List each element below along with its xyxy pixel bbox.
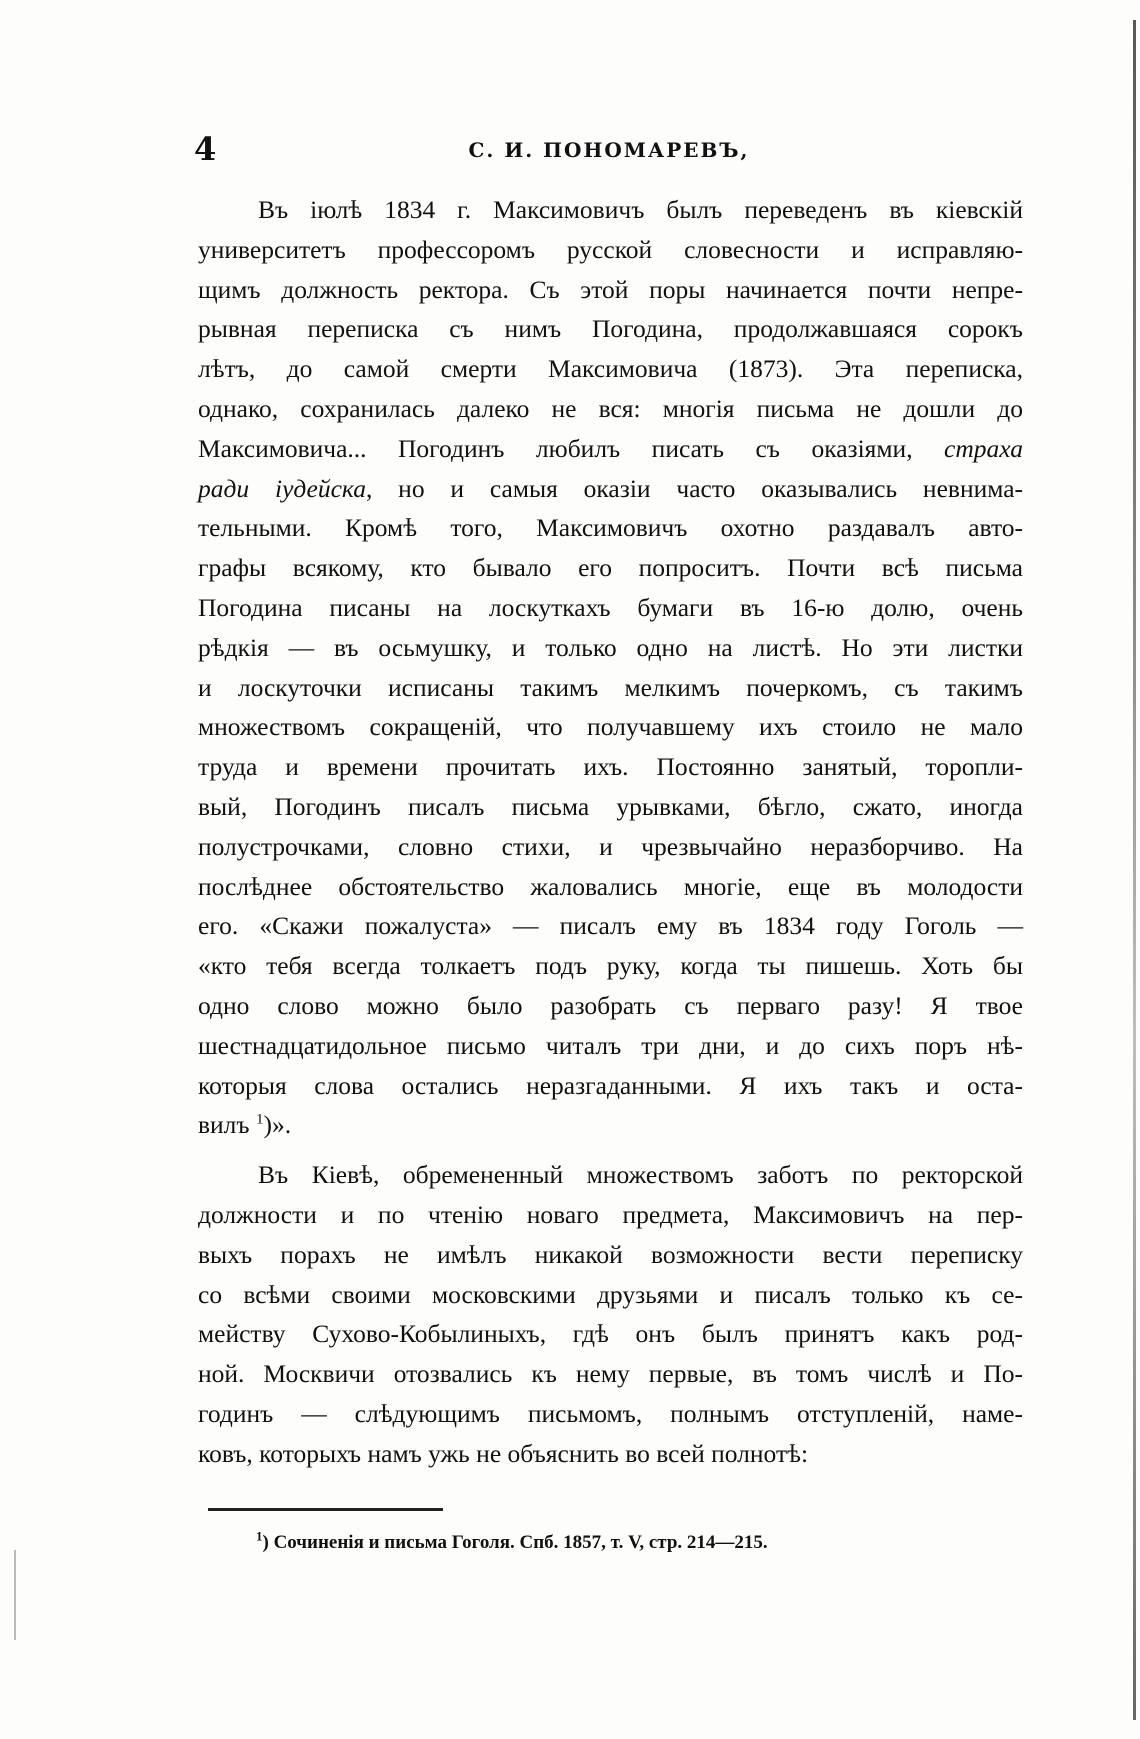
text-line: и лоскуточки исписаны такимъ мелкимъ почеркомъ, съ такимъ bbox=[198, 672, 1023, 702]
text-line: «кто тебя всегда толкаетъ подъ руку, когда ты пишешь. Хоть бы bbox=[198, 951, 1023, 981]
text-line: мейству Сухово-Кобылиныхъ, гдѣ онъ былъ принятъ какъ род- bbox=[198, 1319, 1023, 1349]
paragraph-gap bbox=[198, 1145, 1023, 1155]
scan-margin-mark bbox=[14, 1550, 16, 1640]
text-line: щимъ должность ректора. Съ этой поры начинается почти непре- bbox=[198, 274, 1023, 304]
text-line: одно слово можно было разобрать съ перваго разу! Я твое bbox=[198, 990, 1023, 1020]
page-edge-shadow bbox=[1133, 20, 1136, 1720]
text-line: однако, сохранилась далеко не вся: многія письма не дошли до bbox=[198, 393, 1023, 423]
running-head: С. И. ПОНОМАРЕВЪ, bbox=[468, 138, 750, 162]
text-line bbox=[198, 1105, 1023, 1145]
text-line: полустрочками, словно стихи, и чрезвычайно неразборчиво. На bbox=[198, 831, 1023, 861]
paragraph-1 bbox=[198, 190, 1023, 1145]
text-line: графы всякому, кто бывало его попроситъ. Почти всѣ письма bbox=[198, 553, 1023, 583]
footnote-text: ) Сочиненія и письма Гоголя. Спб. 1857, т. V, стр. 214—215. bbox=[262, 1532, 768, 1553]
text-line: тельными. Кромѣ того, Максимовичъ охотно раздавалъ авто- bbox=[198, 513, 1023, 543]
text-line: со всѣми своими московскими друзьями и писалъ только къ се- bbox=[198, 1279, 1023, 1309]
text-line: университетъ профессоромъ русской словесности и исправляю- bbox=[198, 234, 1023, 264]
footnote bbox=[256, 1528, 956, 1554]
text-line: его. «Скажи пожалуста» — писалъ ему въ 1834 году Гоголь — bbox=[198, 911, 1023, 941]
text-line bbox=[198, 429, 1023, 469]
footnote-separator-rule bbox=[208, 1508, 443, 1511]
footnote-mark: 1 bbox=[256, 1528, 263, 1544]
text-line: годинъ — слѣдующимъ письмомъ, полнымъ отступленій, наме- bbox=[198, 1398, 1023, 1428]
text-segment: )». bbox=[263, 1110, 292, 1140]
text-line: рѣдкія — въ осьмушку, и только одно на листѣ. Но эти листки bbox=[198, 632, 1023, 662]
text-line: Въ іюлѣ 1834 г. Максимовичъ былъ переведенъ въ кіевскій bbox=[258, 195, 1023, 224]
text-line: Въ Кіевѣ, обремененный множествомъ заботъ по ректорской bbox=[258, 1160, 1023, 1190]
text-line: труда и времени прочитать ихъ. Постоянно занятый, торопли- bbox=[198, 752, 1023, 782]
text-line: множествомъ сокращеній, что получавшему ихъ стоило не мало bbox=[198, 712, 1023, 742]
text-line: рывная переписка съ нимъ Погодина, продолжавшаяся сорокъ bbox=[198, 314, 1023, 344]
text-line bbox=[198, 469, 1023, 509]
text-line: лѣтъ, до самой смерти Максимовича (1873). Эта переписка, bbox=[198, 354, 1023, 384]
paragraph-2 bbox=[198, 1155, 1023, 1473]
text-line: Погодина писаны на лоскуткахъ бумаги въ 16-ю долю, очень bbox=[198, 592, 1023, 622]
italic-phrase: страха bbox=[944, 433, 1023, 463]
italic-phrase: ради іудейска bbox=[198, 473, 366, 503]
body-text bbox=[198, 190, 1023, 1474]
text-segment: , но и самыя оказіи часто оказывались невнима- bbox=[365, 473, 1024, 503]
text-segment: вилъ bbox=[198, 1110, 256, 1140]
text-line: выхъ порахъ не имѣлъ никакой возможности вести переписку bbox=[198, 1239, 1023, 1269]
text-line: вый, Погодинъ писалъ письма урывками, бѣгло, сжато, иногда bbox=[198, 791, 1023, 821]
text-line: шестнадцатидольное письмо читалъ три дни, и до сихъ поръ нѣ- bbox=[198, 1030, 1023, 1060]
page-header bbox=[194, 130, 1024, 170]
page-number: 4 bbox=[194, 130, 217, 168]
text-line: ковъ, которыхъ намъ ужь не объяснить во всей полнотѣ: bbox=[198, 1438, 809, 1468]
text-line: послѣднее обстоятельство жаловались многіе, еще въ молодости bbox=[198, 871, 1023, 901]
footnote-reference: 1 bbox=[255, 1111, 264, 1128]
text-line: ной. Москвичи отозвались къ нему первые, въ томъ числѣ и По- bbox=[198, 1359, 1023, 1389]
text-segment: Максимовича... Погодинъ любилъ писать съ оказіями, bbox=[198, 433, 945, 463]
text-line: которыя слова остались неразгаданными. Я ихъ такъ и оста- bbox=[198, 1070, 1023, 1100]
text-line: должности и по чтенію новаго предмета, Максимовичъ на пер- bbox=[198, 1199, 1023, 1229]
